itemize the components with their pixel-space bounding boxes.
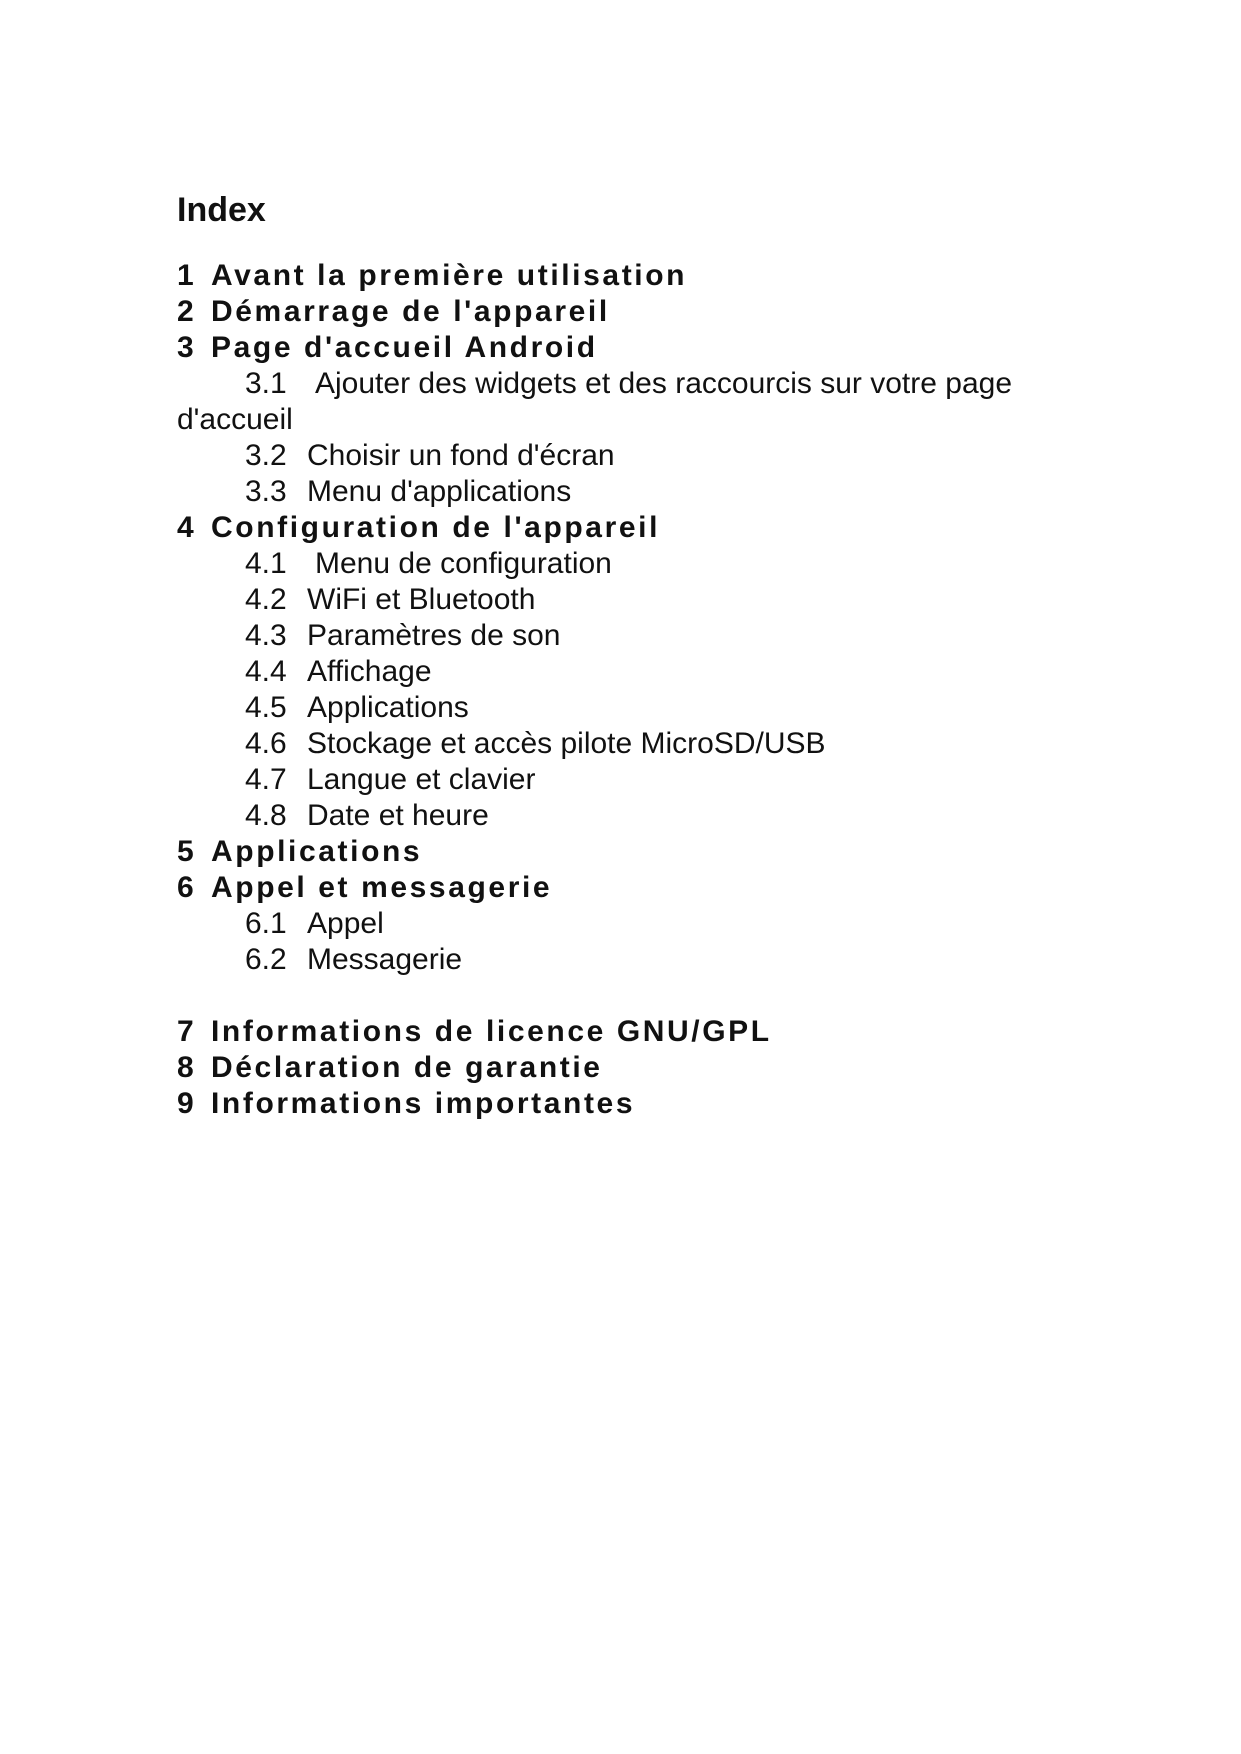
toc-section-label: Date et heure (307, 799, 489, 832)
toc-chapter-number: 8 (177, 1051, 197, 1084)
toc-section-label: Paramètres de son (307, 619, 561, 652)
toc-chapter-number: 7 (177, 1015, 197, 1048)
toc-section-number: 4.1 (245, 547, 287, 580)
toc-chapter-6[interactable] (177, 870, 1077, 906)
toc-spacer (177, 978, 1077, 1014)
toc-chapter-2[interactable] (177, 294, 1077, 330)
toc-section-number: 4.8 (245, 799, 287, 832)
toc-section-number: 6.2 (245, 943, 287, 976)
toc-chapter-label: Configuration de l'appareil (211, 511, 661, 544)
toc-chapter-label: Avant la première utilisation (211, 259, 688, 292)
toc-section-number: 4.2 (245, 583, 287, 616)
toc-section-label: Messagerie (307, 943, 463, 976)
toc-chapter-number: 1 (177, 259, 197, 292)
toc-section-4-1[interactable] (177, 546, 1077, 582)
toc-section-4-2[interactable] (177, 582, 1077, 618)
toc-chapter-label: Page d'accueil Android (211, 331, 598, 364)
toc-section-label: Applications (307, 691, 469, 724)
toc-section-4-5[interactable] (177, 690, 1077, 726)
toc-chapter-number: 6 (177, 871, 197, 904)
toc-chapter-4[interactable] (177, 510, 1077, 546)
toc-section-label: Choisir un fond d'écran (307, 439, 615, 472)
toc-section-6-2[interactable] (177, 942, 1077, 978)
toc-section-4-4[interactable] (177, 654, 1077, 690)
toc-chapter-label: Appel et messagerie (211, 871, 553, 904)
toc-section-number: 4.3 (245, 619, 287, 652)
toc-chapter-number: 5 (177, 835, 197, 868)
toc-section-6-1[interactable] (177, 906, 1077, 942)
toc-section-number: 4.4 (245, 655, 287, 688)
toc-section-label: Ajouter des widgets et des raccourcis sur votre page (315, 367, 1013, 400)
toc-chapter-label: Informations importantes (211, 1087, 636, 1120)
toc-chapter-label: Applications (211, 835, 423, 868)
toc-chapter-number: 9 (177, 1087, 197, 1120)
toc-section-label: WiFi et Bluetooth (307, 583, 536, 616)
page-title: Index (177, 191, 266, 229)
toc-chapter-7[interactable] (177, 1014, 1077, 1050)
toc-chapter-8[interactable] (177, 1050, 1077, 1086)
toc-section-3-2[interactable] (177, 438, 1077, 474)
toc-section-number: 4.5 (245, 691, 287, 724)
toc-section-number: 3.3 (245, 475, 287, 508)
toc-section-4-8[interactable] (177, 798, 1077, 834)
toc-chapter-9[interactable] (177, 1086, 1077, 1122)
toc-section-label: Menu d'applications (307, 475, 572, 508)
toc-section-number: 4.7 (245, 763, 287, 796)
toc-section-number: 3.2 (245, 439, 287, 472)
toc-chapter-number: 3 (177, 331, 197, 364)
toc-section-4-3[interactable] (177, 618, 1077, 654)
toc-chapter-number: 4 (177, 511, 197, 544)
toc-section-label-continuation: d'accueil (177, 403, 293, 436)
toc-chapter-5[interactable] (177, 834, 1077, 870)
toc-section-4-6[interactable] (177, 726, 1077, 762)
toc-chapter-1[interactable] (177, 258, 1077, 294)
toc-section-label: Menu de configuration (315, 547, 612, 580)
toc-section-label: Appel (307, 907, 384, 940)
toc-section-label: Stockage et accès pilote MicroSD/USB (307, 727, 826, 760)
toc-section-number: 6.1 (245, 907, 287, 940)
toc-chapter-label: Informations de licence GNU/GPL (211, 1015, 772, 1048)
toc-section-3-1[interactable] (177, 366, 1077, 438)
toc-section-number: 4.6 (245, 727, 287, 760)
toc-chapter-3[interactable] (177, 330, 1077, 366)
toc-chapter-number: 2 (177, 295, 197, 328)
toc-chapter-label: Démarrage de l'appareil (211, 295, 610, 328)
toc-section-3-3[interactable] (177, 474, 1077, 510)
toc-section-label: Langue et clavier (307, 763, 536, 796)
toc-section-4-7[interactable] (177, 762, 1077, 798)
toc-chapter-label: Déclaration de garantie (211, 1051, 603, 1084)
toc-section-number: 3.1 (245, 367, 287, 400)
toc-section-label: Affichage (307, 655, 432, 688)
table-of-contents (177, 258, 1077, 1122)
